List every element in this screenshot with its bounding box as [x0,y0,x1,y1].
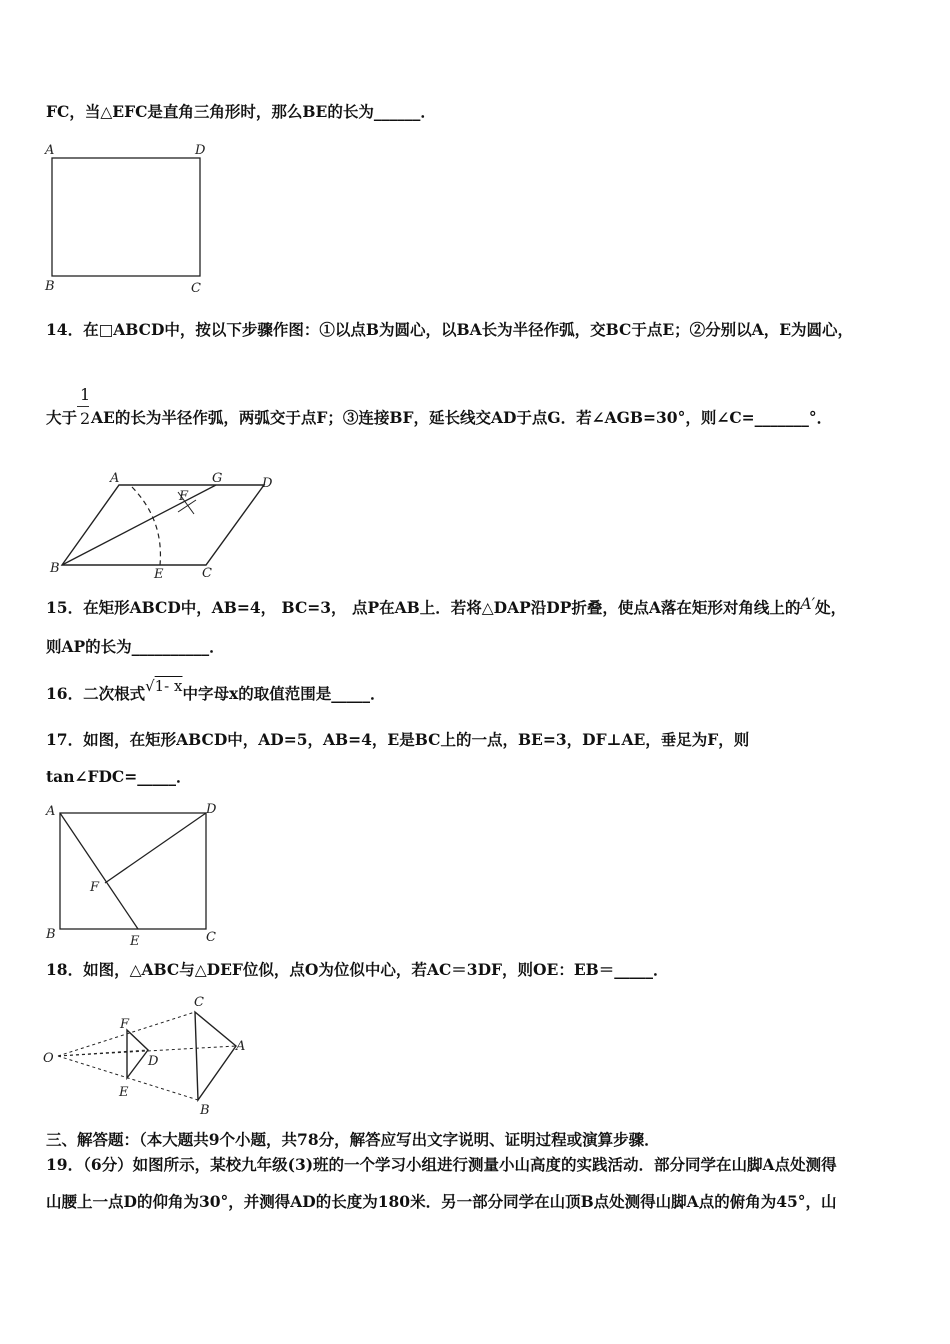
label-f: F [179,489,189,504]
triangle-def [127,1030,148,1078]
triangle-abc [195,1012,236,1100]
label-e: E [130,934,140,949]
label-a: A [46,804,56,819]
segment-ae [60,813,138,929]
label-d: D [262,476,273,491]
label-b: B [200,1103,210,1118]
q14-prefix: 大于 [46,408,78,427]
q13-text: FC，当△EFC是直角三角形时，那么BE的长为______． [46,102,436,121]
label-f: F [120,1017,130,1032]
q16-line: 16．二次根式√1- x中字母x的取值范围是_____． [46,677,386,703]
label-a: A [45,143,55,158]
label-c: C [194,995,204,1010]
q15-line1: 15．在矩形ABCD中，AB=4， BC=3， 点P在AB上．若将△DAP沿DP折叠，使点A落在矩形对角线上的A′处， [46,595,847,617]
q14-line2 [46,385,833,429]
q14-line1: 14．在□ABCD中，按以下步骤作图：①以点B为圆心，以BA长为半径作弧，交BC于点E；②分别以A，E为圆心， [46,320,854,339]
figure-18-homothety [40,990,260,1120]
label-c: C [206,930,216,945]
label-a: A [236,1039,246,1054]
label-b: B [50,561,60,576]
label-b: B [45,279,55,294]
segment-df [105,813,206,883]
label-e: E [154,567,164,582]
q15-line2: 则AP的长为__________． [46,637,225,656]
label-c: C [191,281,201,296]
a-prime-symbol: A′ [800,595,816,613]
figure-14-parallelogram [44,470,284,585]
label-c: C [202,566,212,581]
square-abcd [52,158,200,276]
q18-text: 18．如图，△ABC与△DEF位似，点O为位似中心，若AC＝3DF，则OE：EB＝_____． [46,960,669,979]
section3-heading: 三、解答题：（本大题共9个小题，共78分，解答应写出文字说明、证明过程或演算步骤． [46,1130,660,1149]
fraction-one-half: $\frac{1}{2}$ [77,409,91,429]
label-o: O [43,1051,54,1066]
label-g: G [212,471,223,486]
label-f: F [90,880,100,895]
figure-13-square [40,138,220,298]
q19-line2: 山腰上一点D的仰角为30°，并测得AD的长度为180米．另一部分同学在山顶B点处测得山脚A点的俯角为45°，山 [46,1192,837,1211]
rectangle-abcd [60,813,206,929]
label-d: D [206,802,217,817]
q17-line2: tan∠FDC=_____． [46,767,192,786]
q17-line1: 17．如图，在矩形ABCD中，AD=5，AB=4，E是BC上的一点，BE=3，DF⊥AE，垂足为F，则 [46,730,750,749]
q19-line1: 19．（6分）如图所示，某校九年级(3)班的一个学习小组进行测量小山高度的实践活动．部分同学在山脚A点处测得 [46,1155,837,1174]
label-b: B [46,927,56,942]
dotted-rays [58,1012,236,1100]
sqrt-expression: √1- x [145,677,183,695]
segment-bg [62,485,216,565]
label-d: D [195,143,206,158]
q14-suffix: AE的长为半径作弧，两弧交于点F；③连接BF，延长线交AD于点G．若∠AGB=30°，则∠C=_______°． [91,408,833,427]
label-d: D [148,1054,159,1069]
label-a: A [110,471,120,486]
parallelogram-abcd [62,485,264,565]
figure-17-rectangle [40,795,225,950]
label-e: E [119,1085,129,1100]
